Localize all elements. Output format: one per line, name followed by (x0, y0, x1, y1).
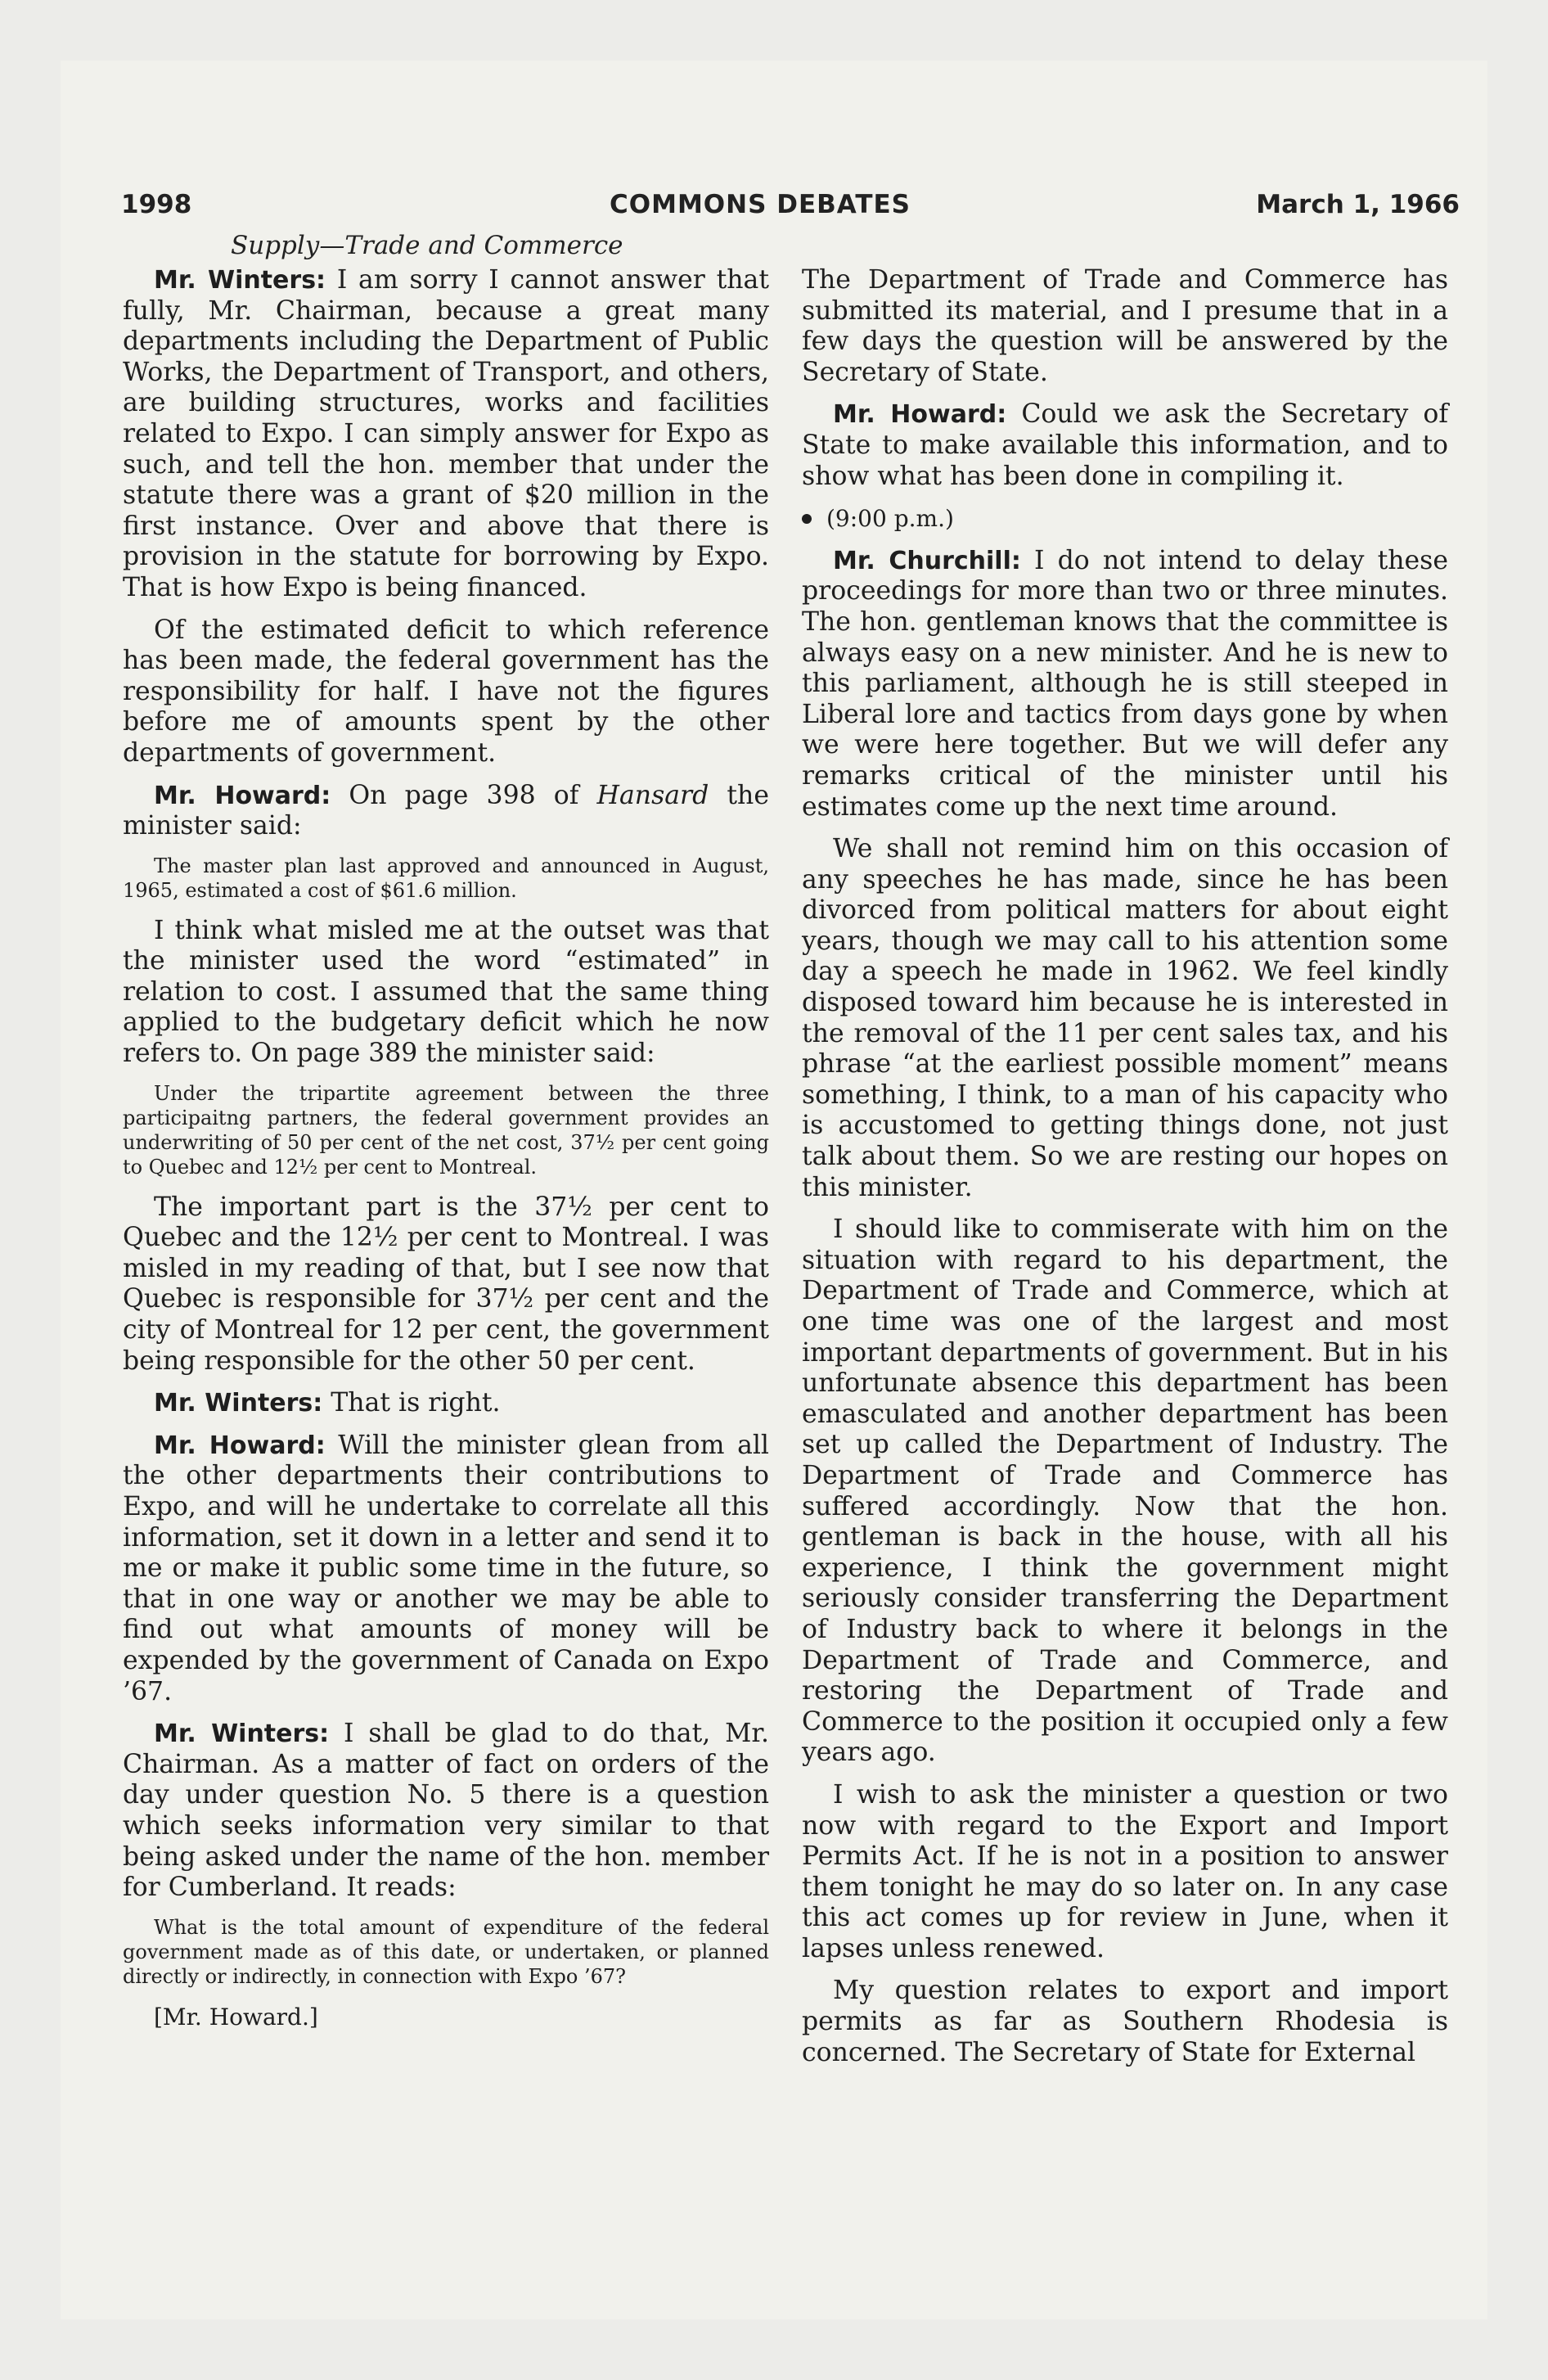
time-stamp: (9:00 p.m.) (826, 505, 954, 533)
paragraph (123, 1388, 769, 1419)
speech-text: On page 398 of (331, 780, 597, 810)
bullet-icon (802, 514, 812, 524)
page-number: 1998 (121, 190, 192, 219)
speech-text: the minister said: (123, 780, 769, 841)
publication-title: COMMONS DEBATES (610, 190, 911, 219)
paragraph: The Department of Trade and Commerce has submitted its material, and I presume that in a few days the question will be answered by the Secretary of State. (802, 265, 1448, 387)
speech-text: Will the minister glean from all the other departments their contributions to Expo, and will he undertake to correlate all this information, set it down in a letter and send it to me or make it public some time in the future, so that in one way or another we may be able to find out what amounts of money will be expended by the government of Canada on Expo ’67. (123, 1430, 770, 1706)
hansard-title: Hansard (596, 780, 709, 810)
paragraph (802, 546, 1448, 823)
paragraph (802, 399, 1448, 492)
block-quote: The master plan last approved and announced in August, 1965, estimated a cost of $61.6 million. (123, 854, 769, 902)
speech-text: I shall be glad to do that, Mr. Chairman. As a matter of fact on orders of the day under question No. 5 there is a question which seeks information very similar to that being asked under the name of the hon. member for Cumberland. It reads: (123, 1719, 770, 1903)
speaker-name: Mr. Howard: (154, 1431, 326, 1460)
block-quote: What is the total amount of expenditure of the federal government made as of this date, or undertaken, or planned directly or indirectly, in connection with Expo ’67? (123, 1915, 769, 1988)
left-column (123, 265, 769, 2044)
speech-text: Could we ask the Secretary of State to make available this information, and to show what has been done in compiling it. (802, 399, 1449, 491)
page-header (61, 190, 1460, 231)
paragraph: We shall not remind him on this occasion of any speeches he has made, since he has been divorced from political matters for about eight years, though we may call to his attention some day a speech he made in 1962. We feel kindly disposed toward him because he is interested in the removal of the 11 per cent sales tax, and his phrase “at the earliest possible moment” means something, I think, to a man of his capacity who is accustomed to getting things done, not just talk about them. So we are resting our hopes on this minister. (802, 834, 1448, 1202)
paragraph: I should like to commiserate with him on the situation with regard to his department, the Department of Trade and Commerce, which at one time was one of the largest and most important departments of government. But in his unfortunate absence this department has been emasculated and another department has been set up called the Department of Industry. The Department of Trade and Commerce has suffered accordingly. Now that the hon. gentleman is back in the house, with all his experience, I think the government might seriously consider transferring the Department of Industry back to where it belongs in the Department of Trade and Commerce, and restoring the Department of Trade and Commerce to the position it occupied only a few years ago. (802, 1215, 1448, 1768)
time-marker (802, 503, 1448, 534)
issue-date: March 1, 1966 (1256, 190, 1460, 219)
paragraph (123, 781, 769, 842)
paragraph: I think what misled me at the outset was that the minister used the word “estimated” in relation to cost. I assumed that the same thing applied to the budgetary deficit which he now refers to. On page 389 the minister said: (123, 915, 769, 1069)
speaker-name: Mr. Winters: (154, 266, 326, 295)
paragraph: My question relates to export and import permits as far as Southern Rhodesia is concerned. The Secretary of State for External (802, 1976, 1448, 2067)
speech-text: I am sorry I cannot answer that fully, Mr. Chairman, because a great many departments including the Department of Public Works, the Department of Transport, and others, are building structures, works and facilities related to Expo. I can simply answer for Expo as such, and tell the hon. member that under the statute there was a grant of $20 million in the first instance. Over and above that there is provision in the statute for borrowing by Expo. That is how Expo is being financed. (123, 265, 769, 602)
speaker-name: Mr. Winters: (154, 1720, 330, 1749)
speaker-name: Mr. Winters: (154, 1389, 323, 1418)
speaker-attribution: [Mr. Howard.] (154, 2003, 318, 2031)
right-column (802, 265, 1448, 2080)
paragraph (123, 265, 769, 604)
paragraph: I wish to ask the minister a question or two now with regard to the Export and Import Permits Act. If he is not in a position to answer them tonight he may do so later on. In any case this act comes up for review in June, when it lapses unless renewed. (802, 1779, 1448, 1963)
paragraph (123, 1719, 769, 1904)
speaker-name: Mr. Howard: (833, 400, 1007, 430)
section-subhead: Supply—Trade and Commerce (231, 231, 623, 260)
paragraph: The important part is the 37½ per cent to Quebec and the 12½ per cent to Montreal. I was misled in my reading of that, but I see now that Quebec is responsible for 37½ per cent and the city of Montreal for 12 per cent, the government being responsible for the other 50 per cent. (123, 1192, 769, 1376)
block-quote: Under the tripartite agreement between the three participaitng partners, the federal government provides an underwriting of 50 per cent of the net cost, 37½ per cent going to Quebec and 12½ per cent to Montreal. (123, 1081, 769, 1179)
speech-text: That is right. (322, 1388, 501, 1418)
speech-text: I do not intend to delay these proceedings for more than two or three minutes. The hon. gentleman knows that the committee is always easy on a new minister. And he is new to this parliament, although he is still steeped in Liberal lore and tactics from days gone by when we were here together. But we will defer any remarks critical of the minister until his estimates come up the next time around. (802, 545, 1448, 822)
speaker-name: Mr. Churchill: (833, 546, 1021, 575)
speaker-name: Mr. Howard: (154, 781, 331, 810)
paragraph (123, 1431, 769, 1707)
paragraph: Of the estimated deficit to which reference has been made, the federal government has the responsibility for half. I have not the figures before me of amounts spent by the other departments of government. (123, 615, 769, 768)
